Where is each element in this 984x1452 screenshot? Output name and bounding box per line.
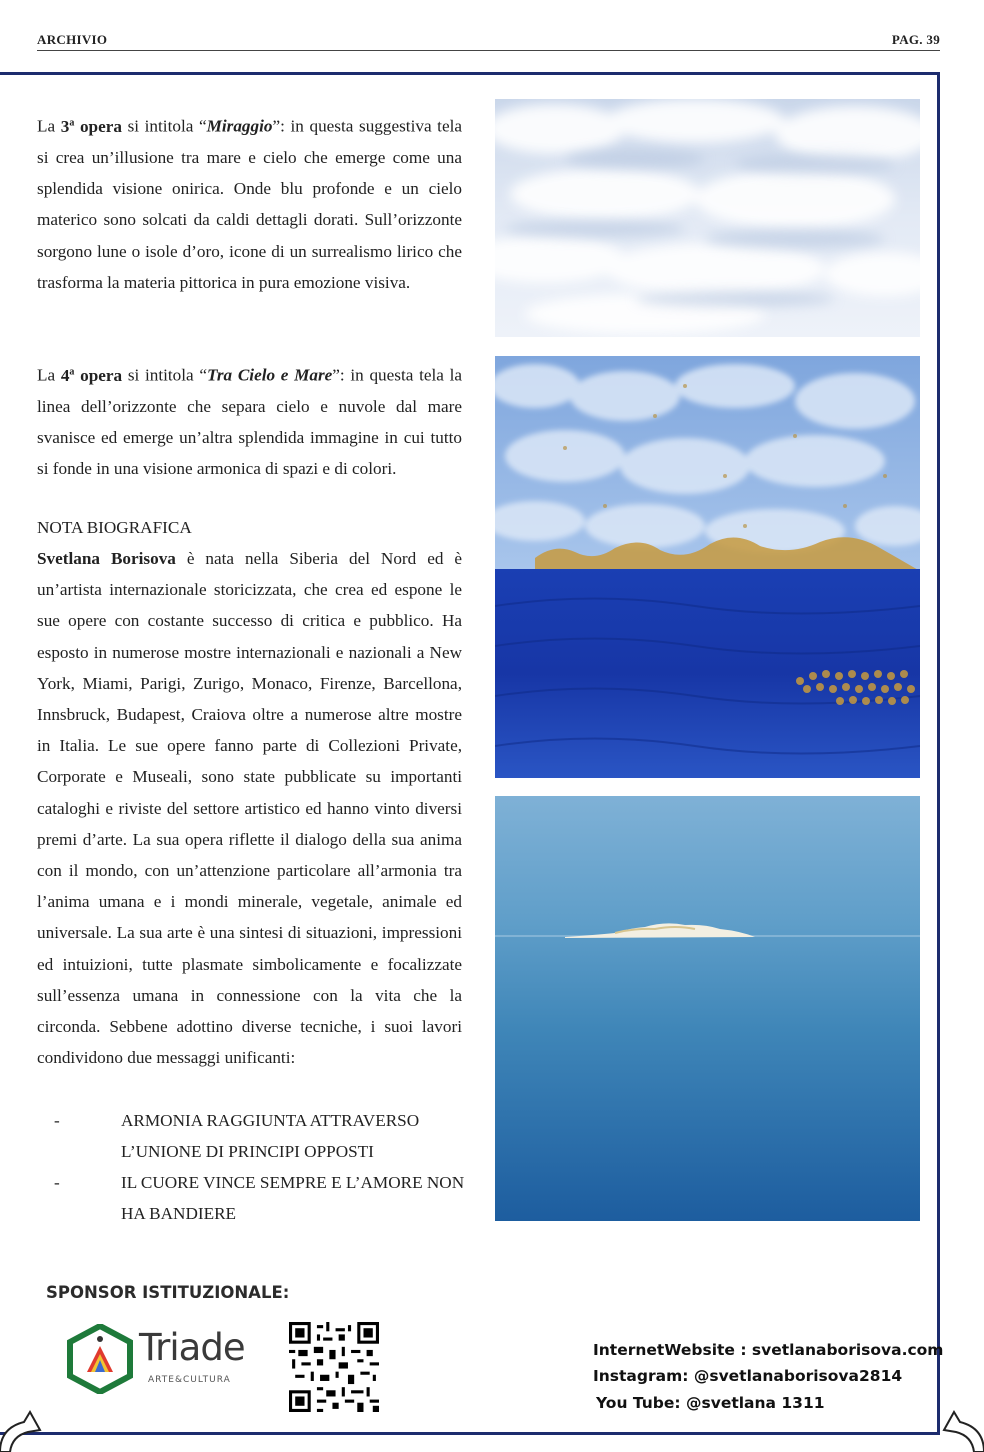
painting-island-horizon: [495, 796, 920, 1221]
frame-top-border: [0, 72, 940, 75]
triade-logo-icon: [65, 1324, 135, 1394]
frame-right-border: [937, 72, 940, 1435]
page-turn-icon[interactable]: [932, 1408, 984, 1452]
paragraph-third-work: La 3$^a$ opera si intitola “Miraggio”: in questa suggestiva tela si crea un’illusione tra mare e cielo che emerge come una splendida visione onirica. Onde blu profonde e un cielo materico sono solcati da caldi dettagli dorati. Sull’orizzonte sorgono lune o isole d’oro, icone di un surrealismo lirico che trasforma la materia pittorica in pura emozione visiva.: [37, 116, 462, 292]
paragraph-fourth-work: La 4$^a$ opera si intitola “Tra Cielo e Mare”: in questa tela la linea dell’orizzonte che separa cielo e nuvole dal mare svanisce ed emerge un’altra splendida immagine in cui tutto si fonde in una visione armonica di spazi e di colori.: [37, 365, 462, 479]
website-link[interactable]: InternetWebsite : svetlanaborisova.com: [593, 1341, 944, 1359]
page-turn-icon[interactable]: [0, 1408, 52, 1452]
qr-code-icon[interactable]: [289, 1322, 379, 1412]
bio-paragraph: Svetlana Borisova è nata nella Siberia del Nord ed è un’artista internazionale storicizzata, che crea ed espone le sue opere con costante successo di critica e pubblico. Ha esposto in numerose mostre internazionali e nazionali a New York, Miami, Parigi, Zurigo, Monaco, Firenze, Barcellona, Innsbruck, Budapest, Craiova oltre a numerose altre mostre in Italia. Le sue opere fanno parte di Collezioni Private, Corporate e Museali, sono state pubblicate su importanti cataloghi e riviste del settore artistico ed hanno vinto diversi premi d’arte. La sua opera riflette il dialogo della sua anima con il mondo, con un’attenzione particolare all’armonia tra l’anima umana e i mondi minerale, vegetale, animale ed universale. La sua arte è una sintesi di situazioni, impressioni ed intuizioni, tutte plasmate simbolicamente e focalizzate sull’essenza umana in connessione con la vita che la circonda. Sebbene adottino diverse tecniche, i suoi lavori condividono due messaggi unificanti:: [37, 549, 462, 1068]
youtube-link[interactable]: You Tube: @svetlana 1311: [596, 1394, 825, 1412]
sponsor-label: SPONSOR ISTITUZIONALE:: [46, 1283, 290, 1302]
instagram-link[interactable]: Instagram: @svetlanaborisova2814: [593, 1367, 903, 1385]
logo-subtitle: ARTE&CULTURA: [148, 1375, 231, 1385]
painting-sky-and-sea: [495, 356, 920, 778]
triade-logo[interactable]: [65, 1324, 245, 1394]
artwork-title: Miraggio: [206, 116, 273, 136]
logo-name: Triade: [139, 1326, 245, 1369]
painting-cloudy-sky: [495, 99, 920, 337]
artist-name: Svetlana Borisova: [37, 549, 176, 568]
bio-heading: NOTA BIOGRAFICA: [37, 518, 192, 537]
header-rule: [37, 50, 940, 51]
page-number: PAG. 39: [891, 32, 940, 47]
section-label: ARCHIVIO: [37, 32, 108, 47]
artwork-title: Tra Cielo e Mare: [207, 365, 333, 385]
frame-bottom-border: [0, 1432, 940, 1435]
